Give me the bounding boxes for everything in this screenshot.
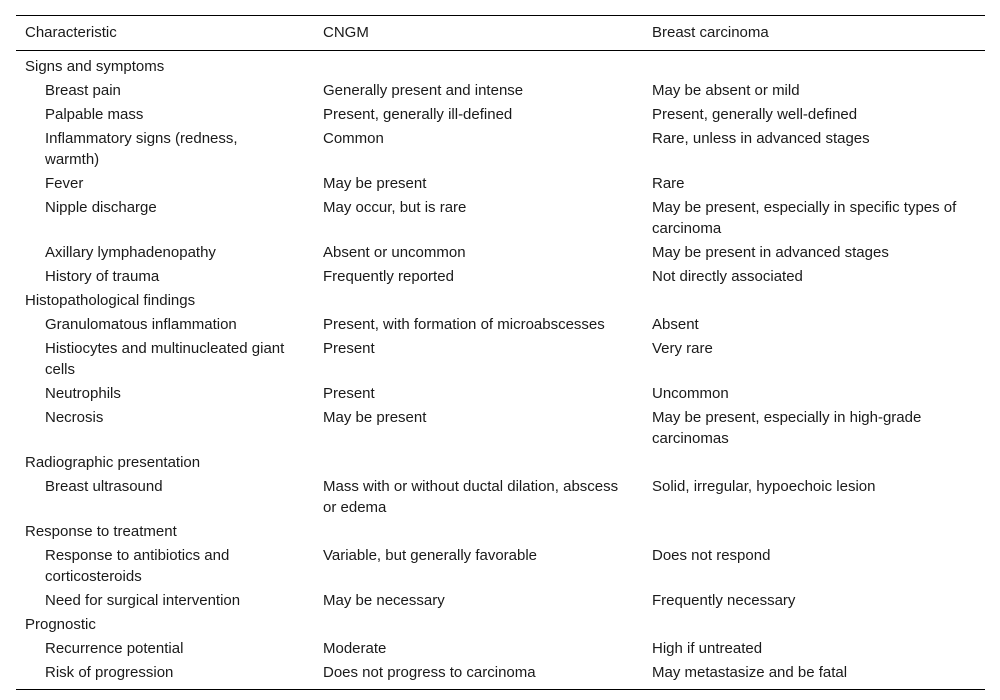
characteristic-cell: Breast pain (45, 82, 121, 99)
carcinoma-cell: Frequently necessary (652, 592, 796, 609)
cngm-cell: Present (323, 340, 375, 357)
characteristic-cell: Granulomatous inflammation (45, 316, 237, 333)
characteristic-cell: Inflammatory signs (redness, warmth) (45, 130, 238, 168)
table-row (16, 79, 985, 103)
characteristic-cell: Neutrophils (45, 385, 121, 402)
table-row (16, 475, 985, 520)
table-body (16, 51, 985, 690)
table-row (16, 196, 985, 241)
characteristic-cell: Recurrence potential (45, 640, 184, 657)
table-row (16, 382, 985, 406)
characteristic-cell: Axillary lymphadenopathy (45, 244, 216, 261)
cngm-cell: May occur, but is rare (323, 199, 467, 216)
carcinoma-cell: May be present, especially in high-grade carcinomas (652, 409, 922, 447)
section-title: Histopathological findings (25, 292, 196, 309)
section-title: Radiographic presentation (25, 454, 201, 471)
section-row (16, 51, 985, 80)
carcinoma-cell: May be absent or mild (652, 82, 800, 99)
section-row (16, 520, 985, 544)
carcinoma-cell: May be present in advanced stages (652, 244, 889, 261)
carcinoma-cell: Uncommon (652, 385, 729, 402)
characteristic-cell: Response to antibiotics and corticosteroids (45, 547, 230, 585)
table-header (16, 16, 985, 51)
table-row (16, 337, 985, 382)
cngm-cell: Mass with or without ductal dilation, abscess or edema (323, 478, 619, 516)
cngm-cell: Common (323, 130, 384, 147)
cngm-cell: Generally present and intense (323, 82, 524, 99)
cngm-cell: Present, generally ill-defined (323, 106, 513, 123)
carcinoma-cell: Solid, irregular, hypoechoic lesion (652, 478, 876, 495)
characteristic-cell: Need for surgical intervention (45, 592, 241, 609)
comparison-table (16, 15, 985, 690)
cngm-cell: May be present (323, 175, 427, 192)
characteristic-cell: History of trauma (45, 268, 160, 285)
characteristic-cell: Histiocytes and multinucleated giant cells (45, 340, 285, 378)
characteristic-cell: Nipple discharge (45, 199, 157, 216)
carcinoma-cell: Very rare (652, 340, 713, 357)
cngm-cell: May be present (323, 409, 427, 426)
carcinoma-cell: High if untreated (652, 640, 763, 657)
table-row (16, 589, 985, 613)
table-row (16, 172, 985, 196)
characteristic-cell: Breast ultrasound (45, 478, 163, 495)
carcinoma-cell: May metastasize and be fatal (652, 664, 848, 681)
characteristic-cell: Palpable mass (45, 106, 144, 123)
section-title: Prognostic (25, 616, 96, 633)
section-row (16, 289, 985, 313)
cngm-cell: Absent or uncommon (323, 244, 466, 261)
section-row (16, 451, 985, 475)
table-row (16, 313, 985, 337)
table-row (16, 544, 985, 589)
section-title: Response to treatment (25, 523, 177, 540)
carcinoma-cell: Does not respond (652, 547, 771, 564)
section-row (16, 613, 985, 637)
carcinoma-cell: Not directly associated (652, 268, 803, 285)
table-row (16, 103, 985, 127)
carcinoma-cell: Rare, unless in advanced stages (652, 130, 870, 147)
cngm-cell: Variable, but generally favorable (323, 547, 538, 564)
cngm-cell: May be necessary (323, 592, 445, 609)
cngm-cell: Moderate (323, 640, 387, 657)
characteristic-cell: Risk of progression (45, 664, 174, 681)
carcinoma-cell: May be present, especially in specific types of carcinoma (652, 199, 957, 237)
table-row (16, 406, 985, 451)
table-row (16, 241, 985, 265)
header-characteristic: Characteristic (25, 24, 117, 41)
characteristic-cell: Necrosis (45, 409, 104, 426)
table-row (16, 637, 985, 661)
cngm-cell: Present (323, 385, 375, 402)
characteristic-cell: Fever (45, 175, 84, 192)
cngm-cell: Frequently reported (323, 268, 454, 285)
comparison-table-container (16, 15, 985, 690)
carcinoma-cell: Absent (652, 316, 699, 333)
carcinoma-cell: Present, generally well-defined (652, 106, 858, 123)
cngm-cell: Does not progress to carcinoma (323, 664, 536, 681)
carcinoma-cell: Rare (652, 175, 685, 192)
header-cngm: CNGM (323, 24, 369, 41)
table-row (16, 661, 985, 690)
table-row (16, 127, 985, 172)
header-breast-carcinoma: Breast carcinoma (652, 24, 769, 41)
section-title: Signs and symptoms (25, 58, 165, 75)
cngm-cell: Present, with formation of microabscesses (323, 316, 605, 333)
header-row (16, 16, 985, 51)
table-row (16, 265, 985, 289)
